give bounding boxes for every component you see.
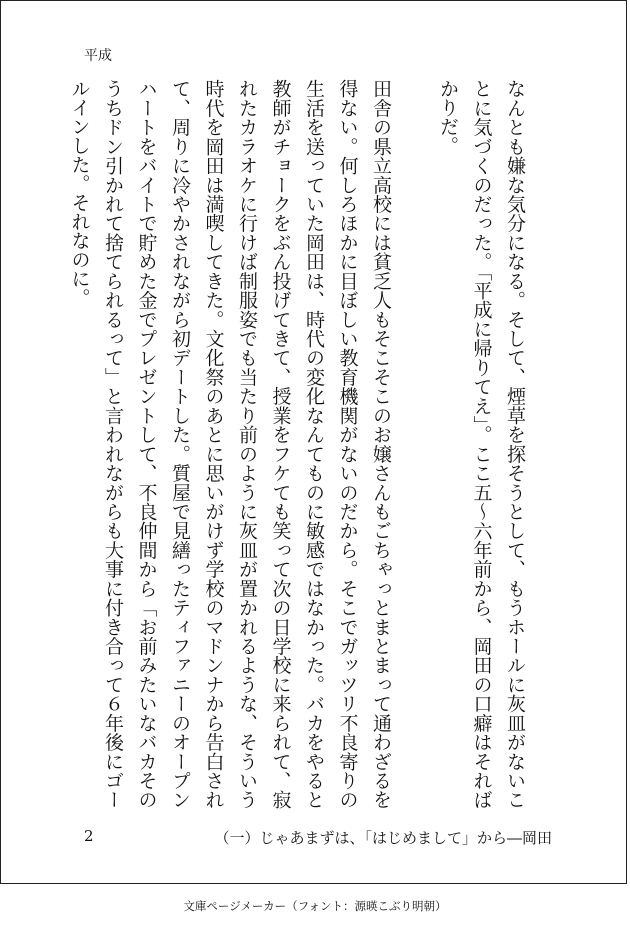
- paragraph-gap: [397, 79, 431, 809]
- body-text: [68, 79, 531, 809]
- running-header: 平成: [84, 48, 112, 64]
- page-number: 2: [84, 827, 94, 845]
- paragraph-2: 田舎の県立高校には貧乏人もそこそこのお嬢さんもごちゃっとまとまって通わざるを得ない。何しろほかに目ぼしい教育機関がないのだから。そこでガッツリ不良寄りの生活を送っていた岡田は、時代の変化なんてものに敏感ではなかった。バカをやると教師がチョークをぶん投げてきて、授業をフケても笑って次の日学校に来られて、寂れたカラオケに行けば制服姿でも当たり前のように灰皿が置かれるような、そういう時代を岡田は満喫してきた。文化祭のあとに思いがけず学校のマドンナから告白されて、周りに冷やかされながら初デートした。質屋で見繕ったティファニーのオープンハートをバイトで貯めた金でプレゼントして、不良仲間から「お前みたいなバカそのうちドン引かれて捨てられるって」と言われながらも大事に付き合って６年後にゴールインした。それなのに。: [68, 79, 392, 809]
- chapter-title: （一）じゃあまずは、「はじめまして」から―岡田: [214, 829, 552, 847]
- paragraph-1: なんとも嫌な気分になる。そして、煙草を探そうとして、もうホールに灰皿がないことに気づくのだった。「平成に帰りてえ」。ここ五〜六年前から、岡田の口癖はそればかりだ。: [437, 79, 526, 809]
- generator-credit: 文庫ページメーカー（フォント：源暎こぶり明朝）: [183, 899, 447, 913]
